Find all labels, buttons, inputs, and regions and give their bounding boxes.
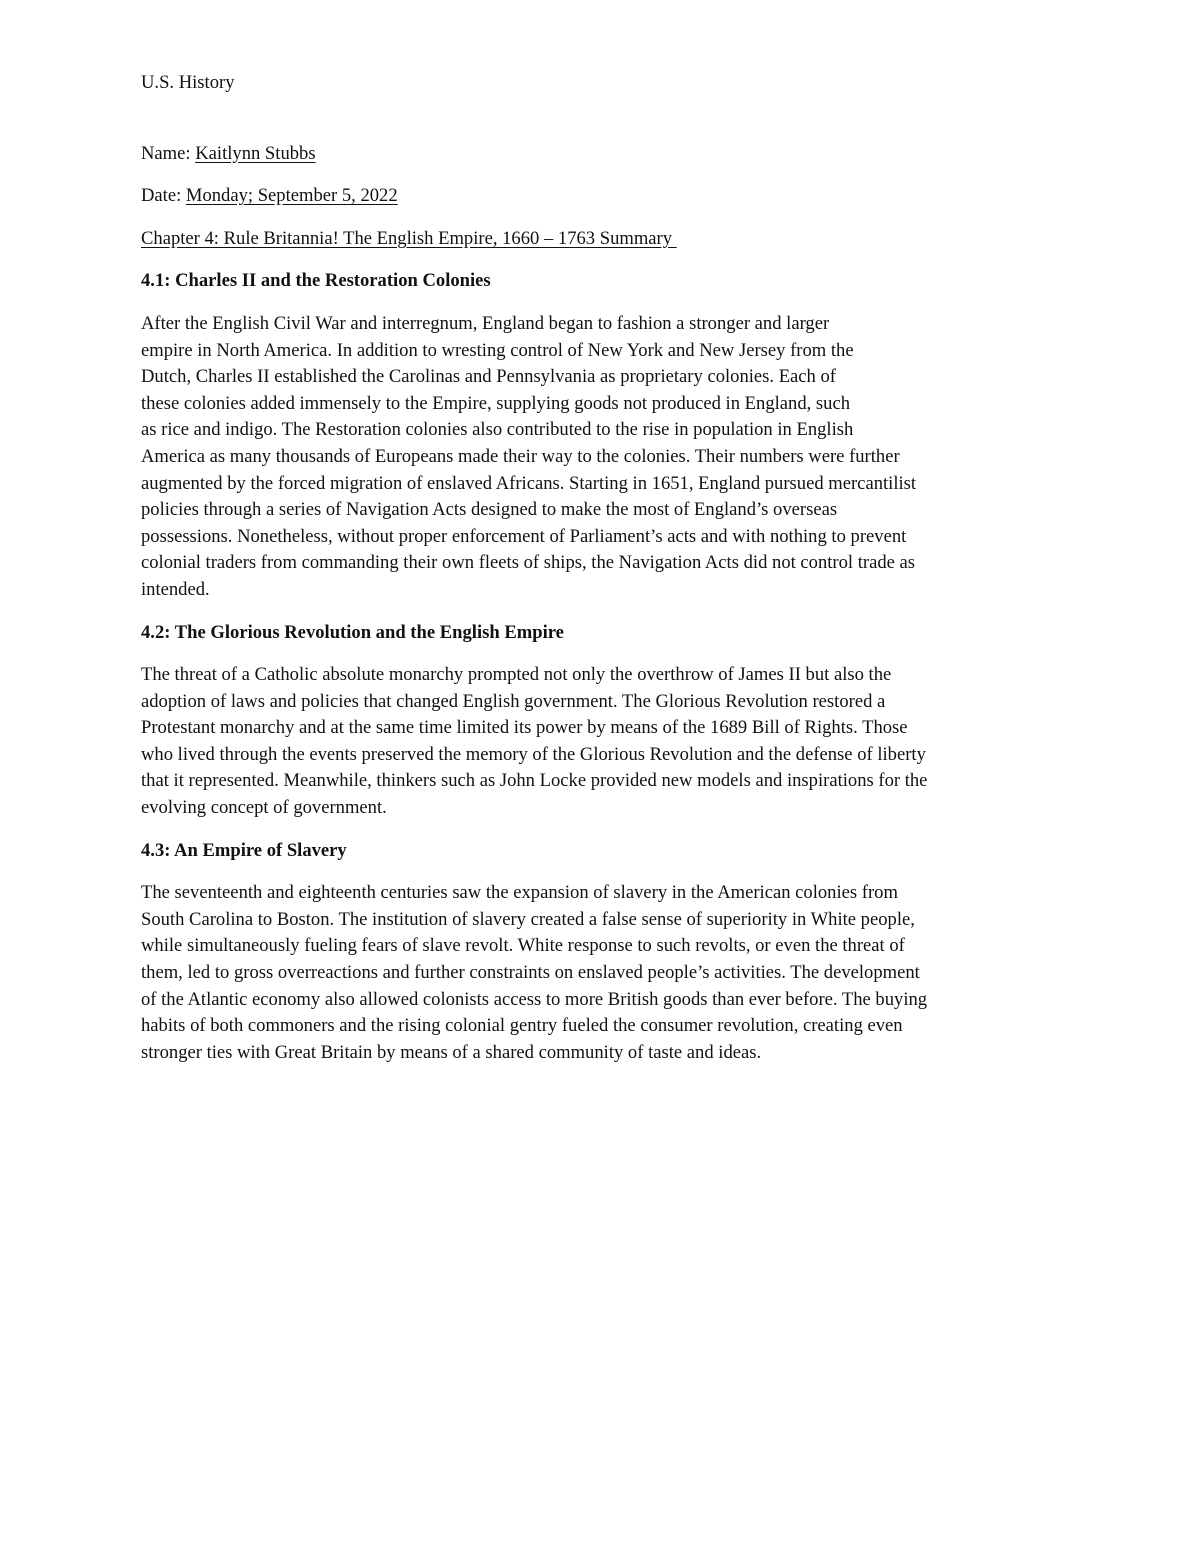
paragraph-line: habits of both commoners and the rising colonial gentry fueled the consumer revolution, creating even xyxy=(141,1015,903,1037)
course-title: U.S. History xyxy=(141,72,235,93)
paragraph-line: The threat of a Catholic absolute monarchy prompted not only the overthrow of James II but also the xyxy=(141,664,892,686)
paragraph-line: augmented by the forced migration of enslaved Africans. Starting in 1651, England pursued mercantilist xyxy=(141,472,917,494)
section-heading: 4.3: An Empire of Slavery xyxy=(141,839,347,861)
paragraph-line: The seventeenth and eighteenth centuries saw the expansion of slavery in the American colonies from xyxy=(141,882,898,904)
paragraph-line: of the Atlantic economy also allowed colonists access to more British goods than ever before. The buying xyxy=(141,988,928,1010)
paragraph-line: adoption of laws and policies that changed English government. The Glorious Revolution restored a xyxy=(141,690,886,712)
paragraph-line: empire in North America. In addition to wresting control of New York and New Jersey from the xyxy=(141,339,854,361)
paragraph-line: policies through a series of Navigation Acts designed to make the most of England’s overseas xyxy=(141,499,838,521)
paragraph-line: intended. xyxy=(141,578,210,600)
date-line xyxy=(141,183,1061,210)
chapter-title: Chapter 4: Rule Britannia! The English Empire, 1660 – 1763 Summary xyxy=(141,227,677,249)
section-paragraph xyxy=(141,662,1061,822)
paragraph-line: them, led to gross overreactions and further constraints on enslaved people’s activities. The development xyxy=(141,962,920,984)
paragraph-line: possessions. Nonetheless, without proper enforcement of Parliament’s acts and with nothing to prevent xyxy=(141,525,907,547)
name-label: Name: xyxy=(141,142,196,164)
paragraph-line: who lived through the events preserved the memory of the Glorious Revolution and the defense of liberty xyxy=(141,743,926,765)
section-heading: 4.2: The Glorious Revolution and the English Empire xyxy=(141,621,564,643)
section-paragraph xyxy=(141,880,1061,1066)
paragraph-line: these colonies added immensely to the Empire, supplying goods not produced in England, such xyxy=(141,392,851,414)
section-paragraph xyxy=(141,311,1061,604)
paragraph-line: South Carolina to Boston. The institution of slavery created a false sense of superiority in White people, xyxy=(141,908,915,930)
student-name: Kaitlynn Stubbs xyxy=(195,142,316,164)
paragraph-line: evolving concept of government. xyxy=(141,797,387,819)
paragraph-line: while simultaneously fueling fears of slave revolt. White response to such revolts, or even the threat of xyxy=(141,935,905,957)
date-label: Date: xyxy=(141,185,186,207)
paragraph-line: Dutch, Charles II established the Carolinas and Pennsylvania as proprietary colonies. Each of xyxy=(141,366,836,388)
paragraph-line: America as many thousands of Europeans made their way to the colonies. Their numbers were further xyxy=(141,445,900,467)
name-line xyxy=(141,141,1061,168)
paragraph-line: as rice and indigo. The Restoration colonies also contributed to the rise in population in English xyxy=(141,419,854,441)
paragraph-line: Protestant monarchy and at the same time limited its power by means of the 1689 Bill of Rights. Those xyxy=(141,717,908,739)
paragraph-line: colonial traders from commanding their own fleets of ships, the Navigation Acts did not control trade as xyxy=(141,552,916,574)
assignment-date: Monday; September 5, 2022 xyxy=(185,185,398,207)
section-4-1 xyxy=(141,268,1061,603)
section-heading: 4.1: Charles II and the Restoration Colonies xyxy=(141,270,491,292)
paragraph-line: that it represented. Meanwhile, thinkers such as John Locke provided new models and inspirations for the xyxy=(141,770,928,792)
document-page xyxy=(141,70,1061,1082)
section-4-2 xyxy=(141,620,1061,822)
section-4-3 xyxy=(141,838,1061,1067)
paragraph-line: After the English Civil War and interregnum, England began to fashion a stronger and larger xyxy=(141,312,830,334)
paragraph-line: stronger ties with Great Britain by means of a shared community of taste and ideas. xyxy=(141,1041,762,1063)
